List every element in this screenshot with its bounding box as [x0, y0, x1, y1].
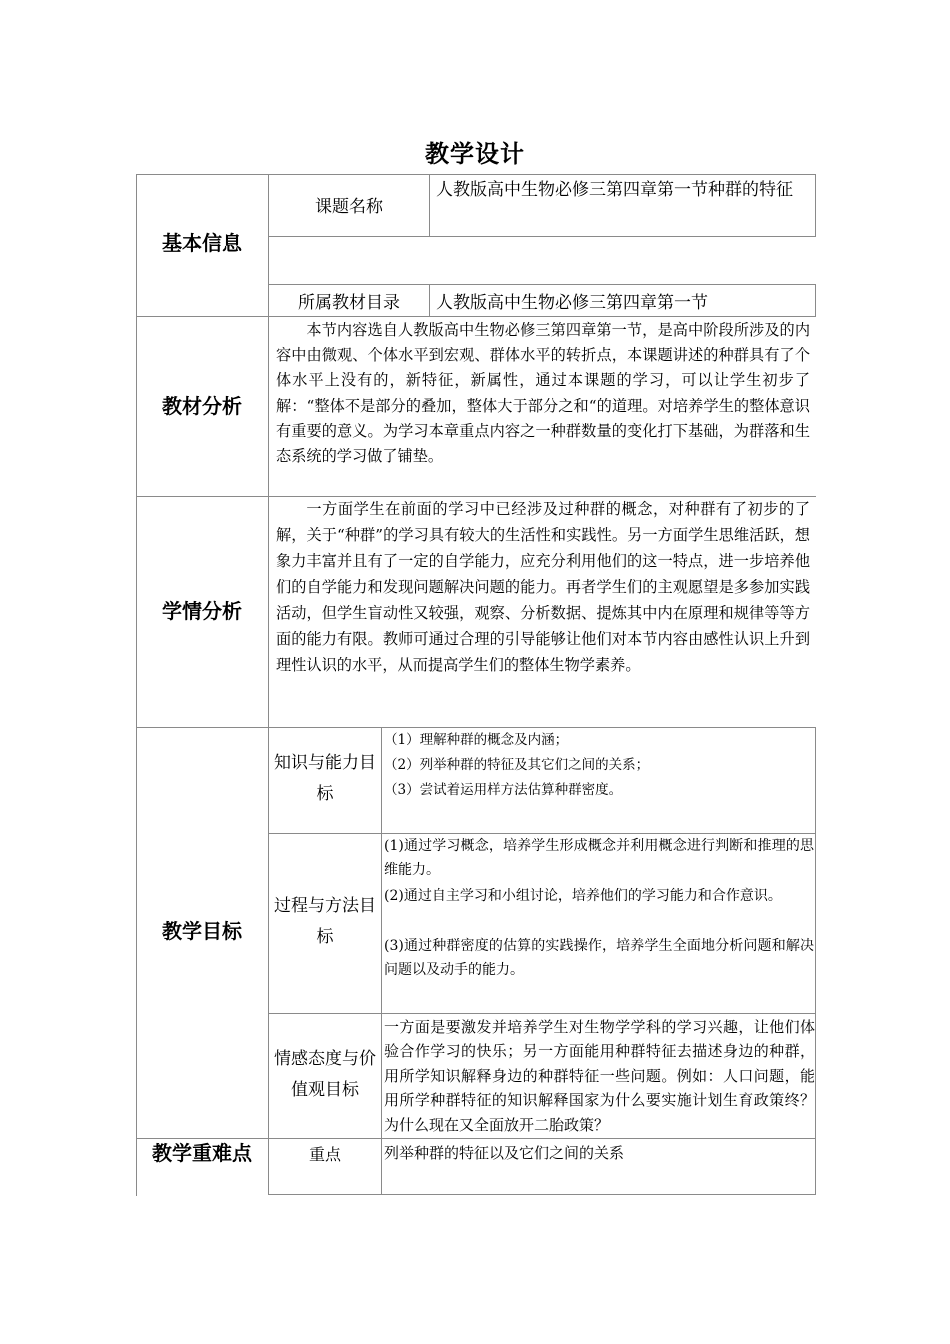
process-goal-label: 过程与方法目标	[274, 896, 376, 947]
catalog-value: 人教版高中生物必修三第四章第一节	[436, 293, 708, 313]
learner-analysis-text: 一方面学生在前面的学习中已经涉及过种群的概念，对种群有了初步的了解，关于“种群”的学习具有较大的生活性和实践性。另一方面学生思维活跃，想象力丰富并且有了一定的自学能力，应充分利用他们的这一特点，进一步培养他们的自学能力和发现问题解决问题的能力。再者学生们的主观愿望是多参加实践活动，但学生盲动性又较强，观察、分析数据、提炼其中内在原理和规律等等方面的能力有限。教师可通过合理的引导能够让他们对本节内容由感性认识上升到理性认识的水平，从而提高学生们的整体生物学素养。	[276, 500, 810, 674]
list-item: (2)通过自主学习和小组讨论，培养他们的学习能力和合作意识。	[384, 888, 782, 904]
section-material-analysis: 教材分析	[162, 394, 242, 418]
focus-value: 列举种群的特征以及它们之间的关系	[384, 1144, 625, 1162]
emotion-goal-text: 一方面是要激发并培养学生对生物学学科的学习兴趣，让他们体验合作学习的快乐；另一方面能用种群特征去描述身边的种群，用所学知识解释身边的种群特征一些问题。例如：人口问题，能用所学种群特征的知识解释国家为什么要实施计划生育政策终？为什么现在又全面放开二胎政策？	[384, 1018, 815, 1134]
grid-line	[136, 1138, 816, 1139]
section-teaching-goals: 教学目标	[162, 919, 242, 943]
topic-label: 课题名称	[315, 197, 383, 217]
material-analysis-text: 本节内容选自人教版高中生物必修三第四章第一节，是高中阶段所涉及的内容中由微观、个体水平到宏观、群体水平的转折点，本课题讲述的种群具有了个体水平上没有的，新特征，新属性，通过本课题的学习，可以让学生初步了解：“整体不是部分的叠加，整体大于部分之和“的道理。对培养学生的整体意识有重要的意义。为学习本章重点内容之一种群数量的变化打下基础，为群落和生态系统的学习做了铺垫。	[276, 321, 810, 466]
grid-line	[381, 727, 382, 1195]
grid-line	[429, 174, 430, 236]
topic-value: 人教版高中生物必修三第四章第一节种群的特征	[436, 180, 793, 200]
section-basic-info: 基本信息	[162, 231, 242, 255]
grid-line	[268, 1013, 816, 1014]
section-learner-analysis: 学情分析	[162, 599, 242, 623]
grid-line	[268, 1194, 816, 1195]
knowledge-goal-label: 知识与能力目标	[274, 753, 376, 804]
grid-line	[815, 174, 816, 236]
page-title: 教学设计	[425, 140, 525, 168]
list-item: （1）理解种群的概念及内涵；	[384, 732, 569, 748]
list-item: （2）列举种群的特征及其它们之间的关系；	[384, 757, 650, 773]
list-item: （3）尝试着运用样方法估算种群密度。	[384, 782, 623, 798]
focus-label: 重点	[308, 1145, 341, 1164]
grid-line	[136, 316, 816, 317]
catalog-label: 所属教材目录	[298, 293, 400, 313]
grid-line	[268, 236, 816, 237]
list-item: (3)通过种群密度的估算的实践操作，培养学生全面地分析问题和解决问题以及动手的能力。	[384, 938, 814, 978]
grid-line	[136, 174, 137, 1196]
grid-line	[268, 284, 816, 285]
grid-line	[815, 284, 816, 316]
emotion-goal-label: 情感态度与价值观目标	[274, 1049, 376, 1100]
section-key-points: 教学重难点	[152, 1141, 252, 1165]
list-item: (1)通过学习概念，培养学生形成概念并利用概念进行判断和推理的思维能力。	[384, 838, 814, 878]
grid-line	[268, 174, 269, 1195]
grid-line	[815, 727, 816, 1195]
grid-line	[429, 284, 430, 316]
